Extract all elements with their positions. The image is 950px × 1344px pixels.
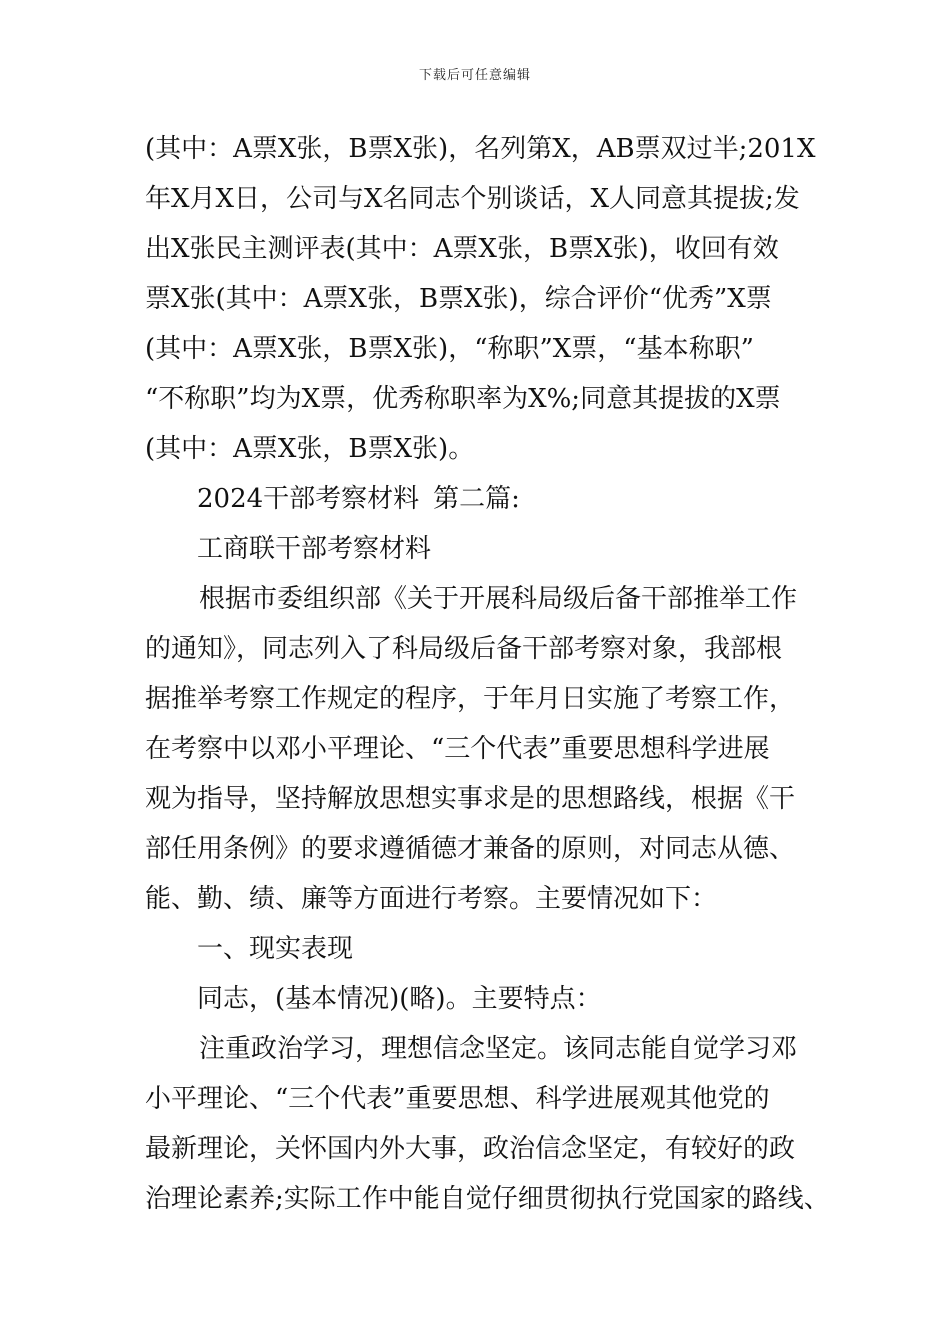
- paragraph-line: 出X张民主测评表(其中：A票X张，B票X张)，收回有效: [145, 234, 779, 264]
- paragraph-line: 能、勤、绩、廉等方面进行考察。主要情况如下：: [145, 884, 718, 914]
- paragraph-line: 最新理论，关怀国内外大事，政治信念坚定，有较好的政: [145, 1134, 796, 1164]
- paragraph-line: 票X张(其中：A票X张，B票X张)，综合评价“优秀”X票: [145, 284, 772, 314]
- document-title: 工商联干部考察材料: [197, 534, 432, 564]
- paragraph-line: (其中：A票X张，B票X张)，名列第X，AB票双过半;201X: [145, 134, 816, 164]
- section-heading: [145, 474, 825, 524]
- document-body: [145, 124, 830, 1224]
- paragraph-line: “不称职”均为X票，优秀称职率为X%;同意其提拔的X票: [145, 384, 781, 414]
- paragraph-line: (其中：A票X张，B票X张)。: [145, 434, 475, 464]
- section-heading-title: 2024干部考察材料: [197, 484, 420, 514]
- paragraph-line: 在考察中以邓小平理论、“三个代表”重要思想科学进展: [145, 734, 770, 764]
- paragraph-line: 注重政治学习，理想信念坚定。该同志能自觉学习邓: [199, 1034, 798, 1064]
- paragraph-line: 观为指导，坚持解放思想实事求是的思想路线，根据《干: [145, 784, 796, 814]
- section-heading-part: 第二篇:: [433, 484, 520, 514]
- paragraph-line: 年X月X日，公司与X名同志个别谈话，X人同意其提拔;发: [145, 184, 800, 214]
- paragraph-line: 据推举考察工作规定的程序，于年月日实施了考察工作，: [145, 684, 796, 714]
- paragraph-line: 治理论素养;实际工作中能自觉仔细贯彻执行党国家的路线、: [145, 1184, 830, 1214]
- paragraph-line: 根据市委组织部《关于开展科局级后备干部推举工作: [199, 584, 798, 614]
- paragraph-line: (其中：A票X张，B票X张)，“称职”X票，“基本称职”: [145, 334, 754, 364]
- paragraph-line: 的通知》，同志列入了科局级后备干部考察对象，我部根: [145, 634, 783, 664]
- section-heading-1: 一、现实表现: [197, 934, 354, 964]
- page-header: 下载后可任意编辑: [418, 68, 531, 83]
- paragraph-line: 部任用条例》的要求遵循德才兼备的原则，对同志从德、: [145, 834, 796, 864]
- paragraph-line: 小平理论、“三个代表”重要思想、科学进展观其他党的: [145, 1084, 770, 1114]
- basic-info-line: 同志，(基本情况)(略)。主要特点：: [197, 984, 602, 1014]
